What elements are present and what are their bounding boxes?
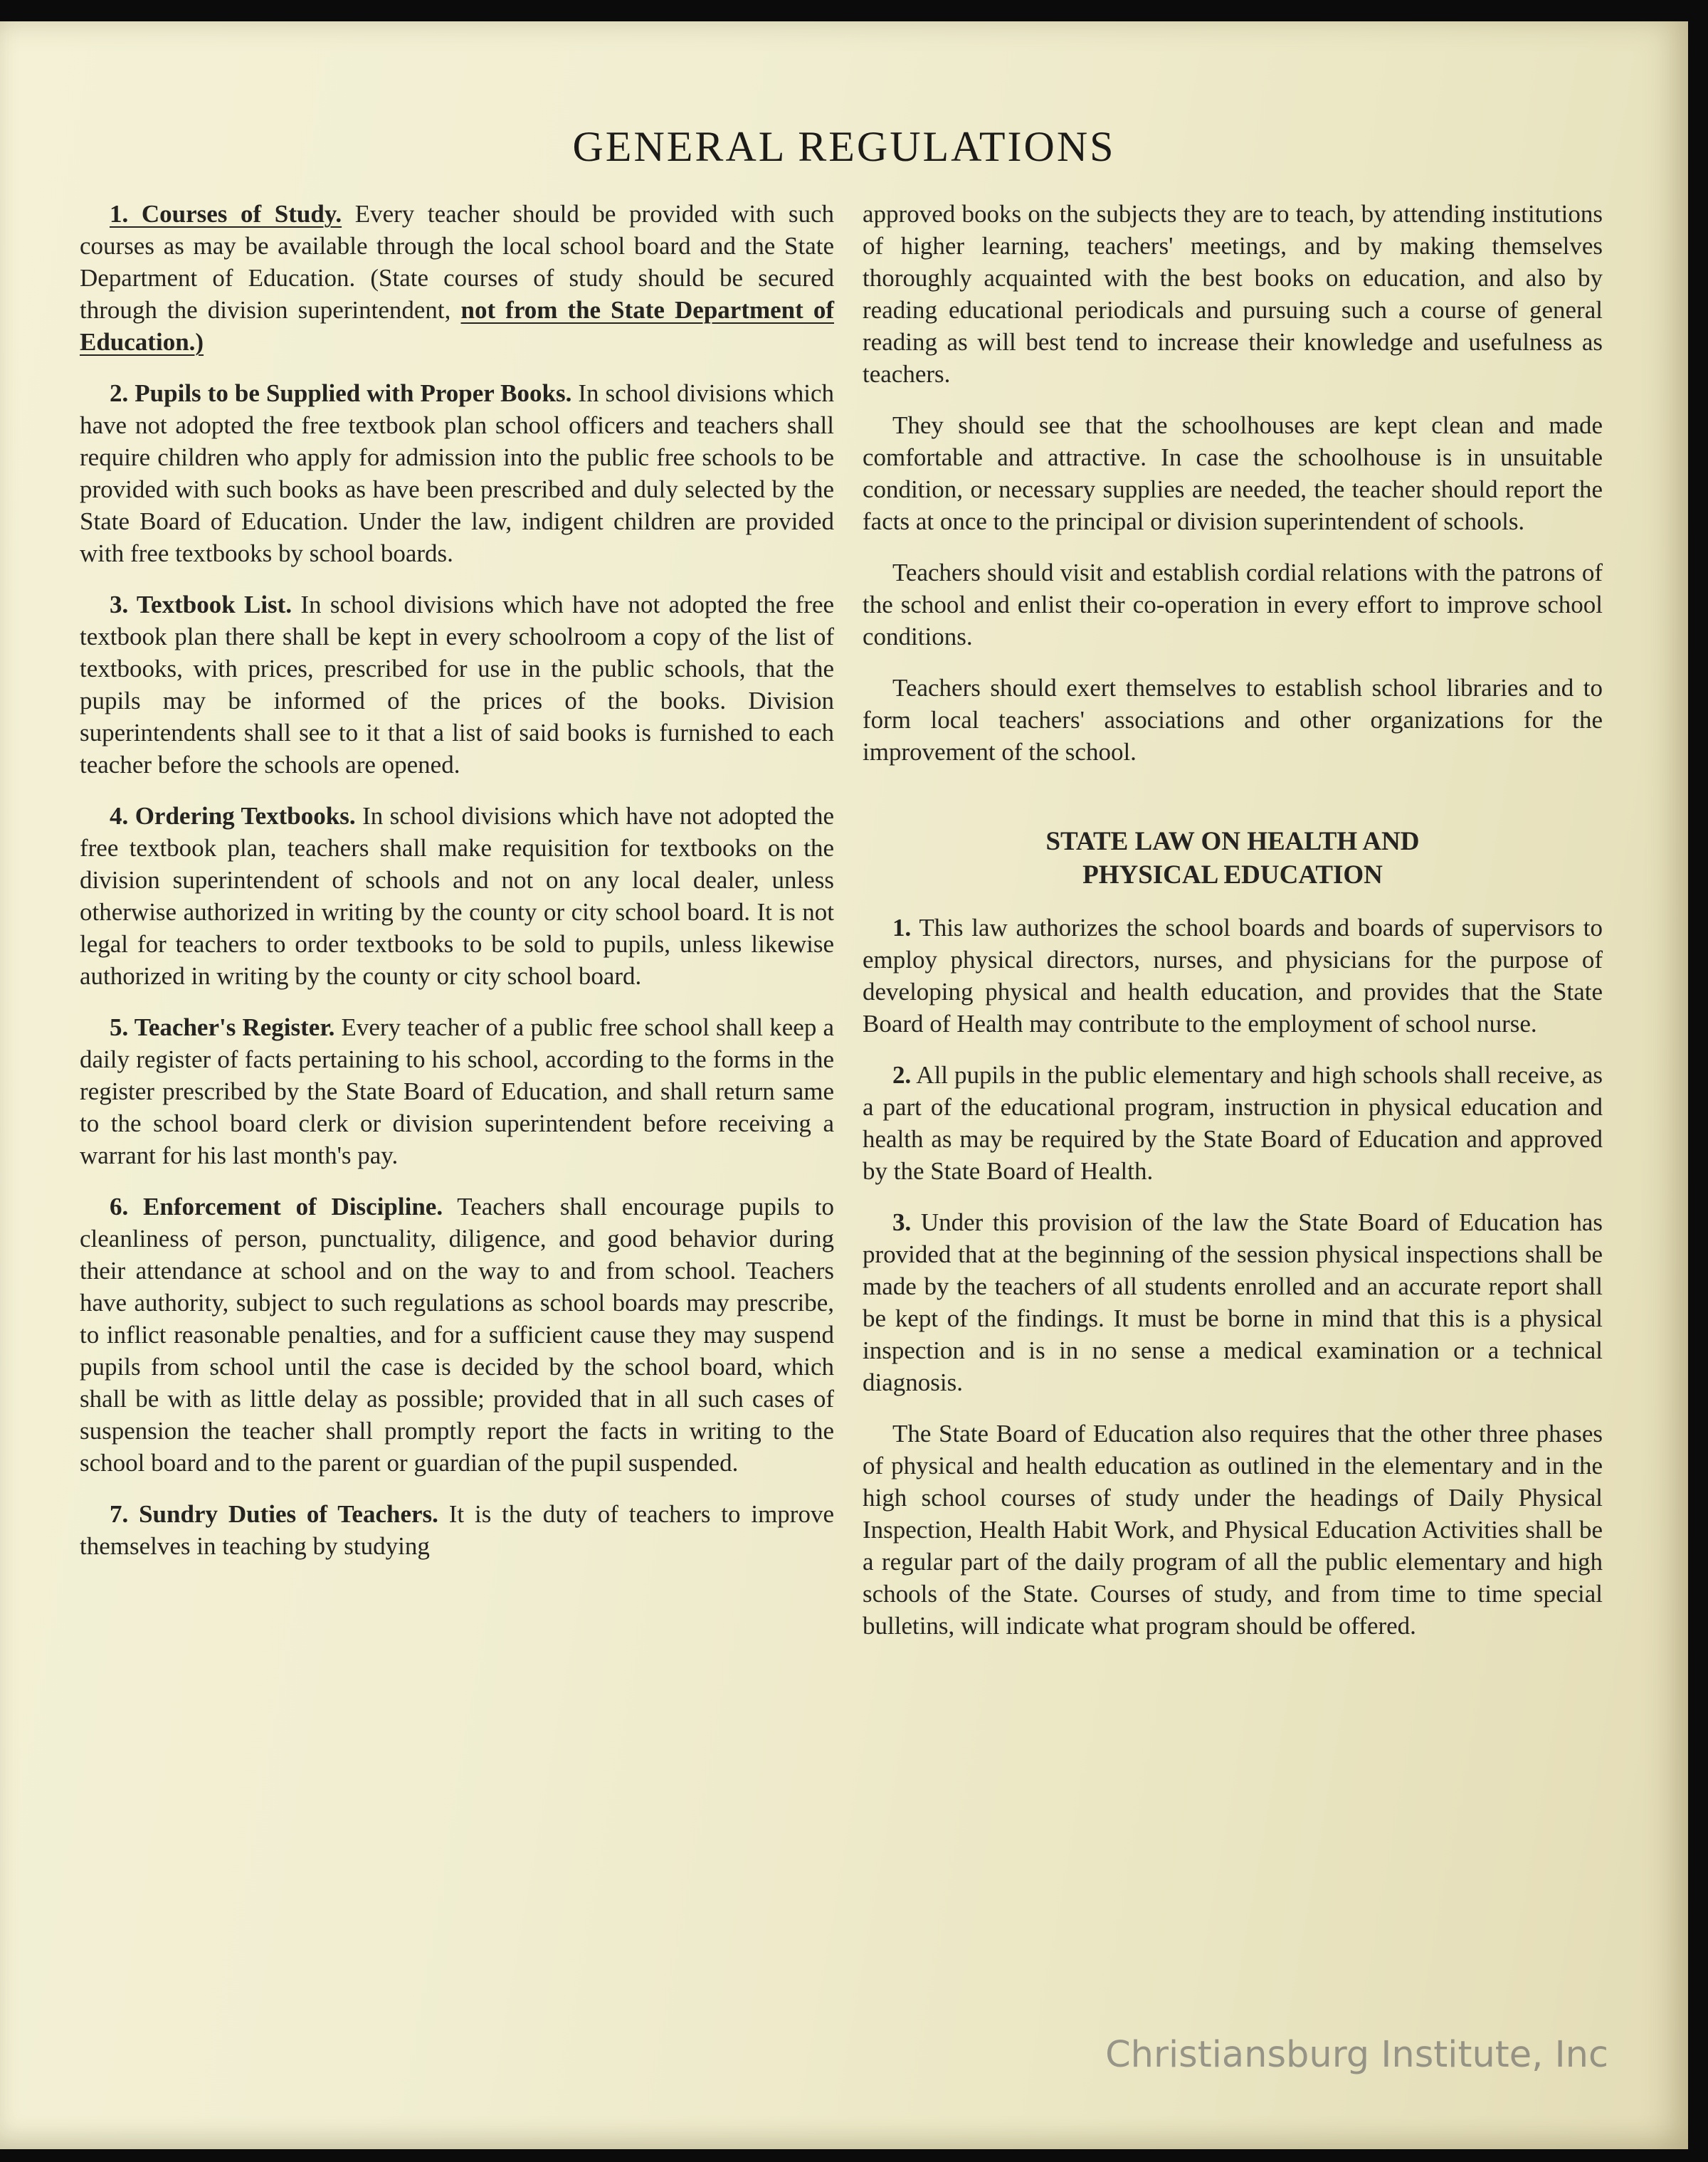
regulation-heading: 2. Pupils to be Supplied with Proper Books. [110,379,572,407]
regulation-6 [80,1191,834,1479]
watermark: Christiansburg Institute, Inc [1105,2034,1608,2076]
regulation-text: Every teacher of a public free school shall keep a daily register of facts pertaining to his school, according to the forms in the register prescribed by the State Board of Education, and shall return same to the school board clerk or division superintendent before receiving a warrant for his last month's pay. [80,1013,834,1169]
law-item-3 [863,1206,1603,1398]
regulation-text: In school divisions which have not adopted the free textbook plan, teachers shall make requisition for textbooks on the division superintendent of schools and not on any local dealer, unless otherwise authorized in writing by the county or city school board. It is not legal for teachers to order textbooks to be sold to pupils, unless likewise authorized in writing by the county or city school board. [80,802,834,990]
section-heading [863,825,1603,892]
regulation-4 [80,800,834,992]
regulation-1 [80,198,834,358]
regulation-5 [80,1011,834,1171]
closing-paragraph: The State Board of Education also requires that the other three phases of physical and health education as outlined in the elementary and in the high school courses of study under the headings of Daily Physical Inspection, Health Habit Work, and Physical Education Activities shall be a regular part of the daily program of all the public elementary and high schools of the State. Courses of study, and from time to time special bulletins, will indicate what program should be offered. [863,1420,1603,1640]
right-column [863,198,1603,1661]
regulation-text: In school divisions which have not adopted the free textbook plan there shall be kept in every schoolroom a copy of the list of textbooks, with prices, prescribed for use in the public schools, that the pupils may be informed of the prices of the books. Division superintendents shall see to it that a list of said books is furnished to each teacher before the schools are opened. [80,591,835,779]
regulation-text: Every teacher should be provided with such courses as may be available through the local school board and the State Department of Education. (State courses of study should be secured through the division superintendent, [80,200,835,324]
duties-paragraph: Teachers should exert themselves to establish school libraries and to form local teachers' associations and other organizations for the improvement of the school. [863,674,1603,766]
law-item-1 [863,912,1603,1040]
document-page [0,21,1688,2149]
regulation-heading: 7. Sundry Duties of Teachers. [110,1500,438,1528]
law-item-number: 2. [892,1061,912,1089]
regulation-7-continuation: approved books on the subjects they are to teach, by attending institutions of higher learning, teachers' meetings, and by making themselves thoroughly acquainted with the best books on education, and also by reading educational periodicals and pursuing such a course of general reading as will best tend to increase their knowledge and usefulness as teachers. [863,200,1603,388]
regulation-text: Teachers shall encourage pupils to cleanliness of person, punctuality, diligence, and good behavior during their attendance at school and on the way to and from school. Teachers have authority, subject to such regulations as school boards may prescribe, to inflict reasonable penalties, and for a sufficient cause they may suspend pupils from school until the case is decided by the school board, which shall be with as little delay as possible; provided that in all such cases of suspension the teacher shall promptly report the facts in writing to the school board and to the parent or guardian of the pupil suspended. [80,1193,834,1477]
regulation-text: In school divisions which have not adopted the free textbook plan school officers and teachers shall require children who apply for admission into the public free schools to be provided with such books as have been prescribed and duly selected by the State Board of Education. Under the law, indigent children are provided with free textbooks by school boards. [80,379,835,567]
section-heading-line: STATE LAW ON HEALTH AND [1045,827,1420,856]
regulation-text: It is the duty of teachers to improve themselves in teaching by studying [80,1500,834,1560]
regulation-heading: 5. Teacher's Register. [110,1013,335,1041]
law-item-number: 3. [892,1208,912,1236]
regulation-emphasis: not from the State Department of Education.) [80,296,835,356]
regulation-heading: 4. Ordering Textbooks. [110,802,356,830]
regulation-2 [80,377,834,569]
regulation-7 [80,1498,834,1562]
law-item-text: All pupils in the public elementary and high schools shall receive, as a part of the educational program, instruction in physical education and health as may be required by the State Board of Education and approved by the State Board of Health. [863,1061,1603,1185]
regulation-3 [80,589,834,781]
duties-paragraph: They should see that the schoolhouses are kept clean and made comfortable and attractive. In case the schoolhouse is in unsuitable condition, or necessary supplies are needed, the teacher should report the facts at once to the principal or division superintendent of schools. [863,411,1603,535]
page-title: GENERAL REGULATIONS [572,123,1116,170]
regulation-heading: 1. Courses of Study. [110,200,342,228]
law-item-number: 1. [892,914,912,942]
law-item-text: Under this provision of the law the State Board of Education has provided that at the beginning of the session physical inspections shall be made by the teachers of all students enrolled and an accurate report shall be kept of the findings. It must be borne in mind that this is a physical inspection and is in no sense a medical examination or a technical diagnosis. [863,1208,1603,1396]
regulation-heading: 3. Textbook List. [110,591,292,618]
regulation-heading: 6. Enforcement of Discipline. [110,1193,443,1220]
left-column [80,198,834,1581]
duties-paragraph: Teachers should visit and establish cordial relations with the patrons of the school and enlist their co-operation in every effort to improve school conditions. [863,559,1603,650]
law-item-2 [863,1059,1603,1187]
section-heading-line: PHYSICAL EDUCATION [1082,860,1383,890]
law-item-text: This law authorizes the school boards and boards of supervisors to employ physical directors, nurses, and physicians for the purpose of developing physical and health education, and provides that the State Board of Health may contribute to the employment of school nurse. [863,914,1603,1038]
